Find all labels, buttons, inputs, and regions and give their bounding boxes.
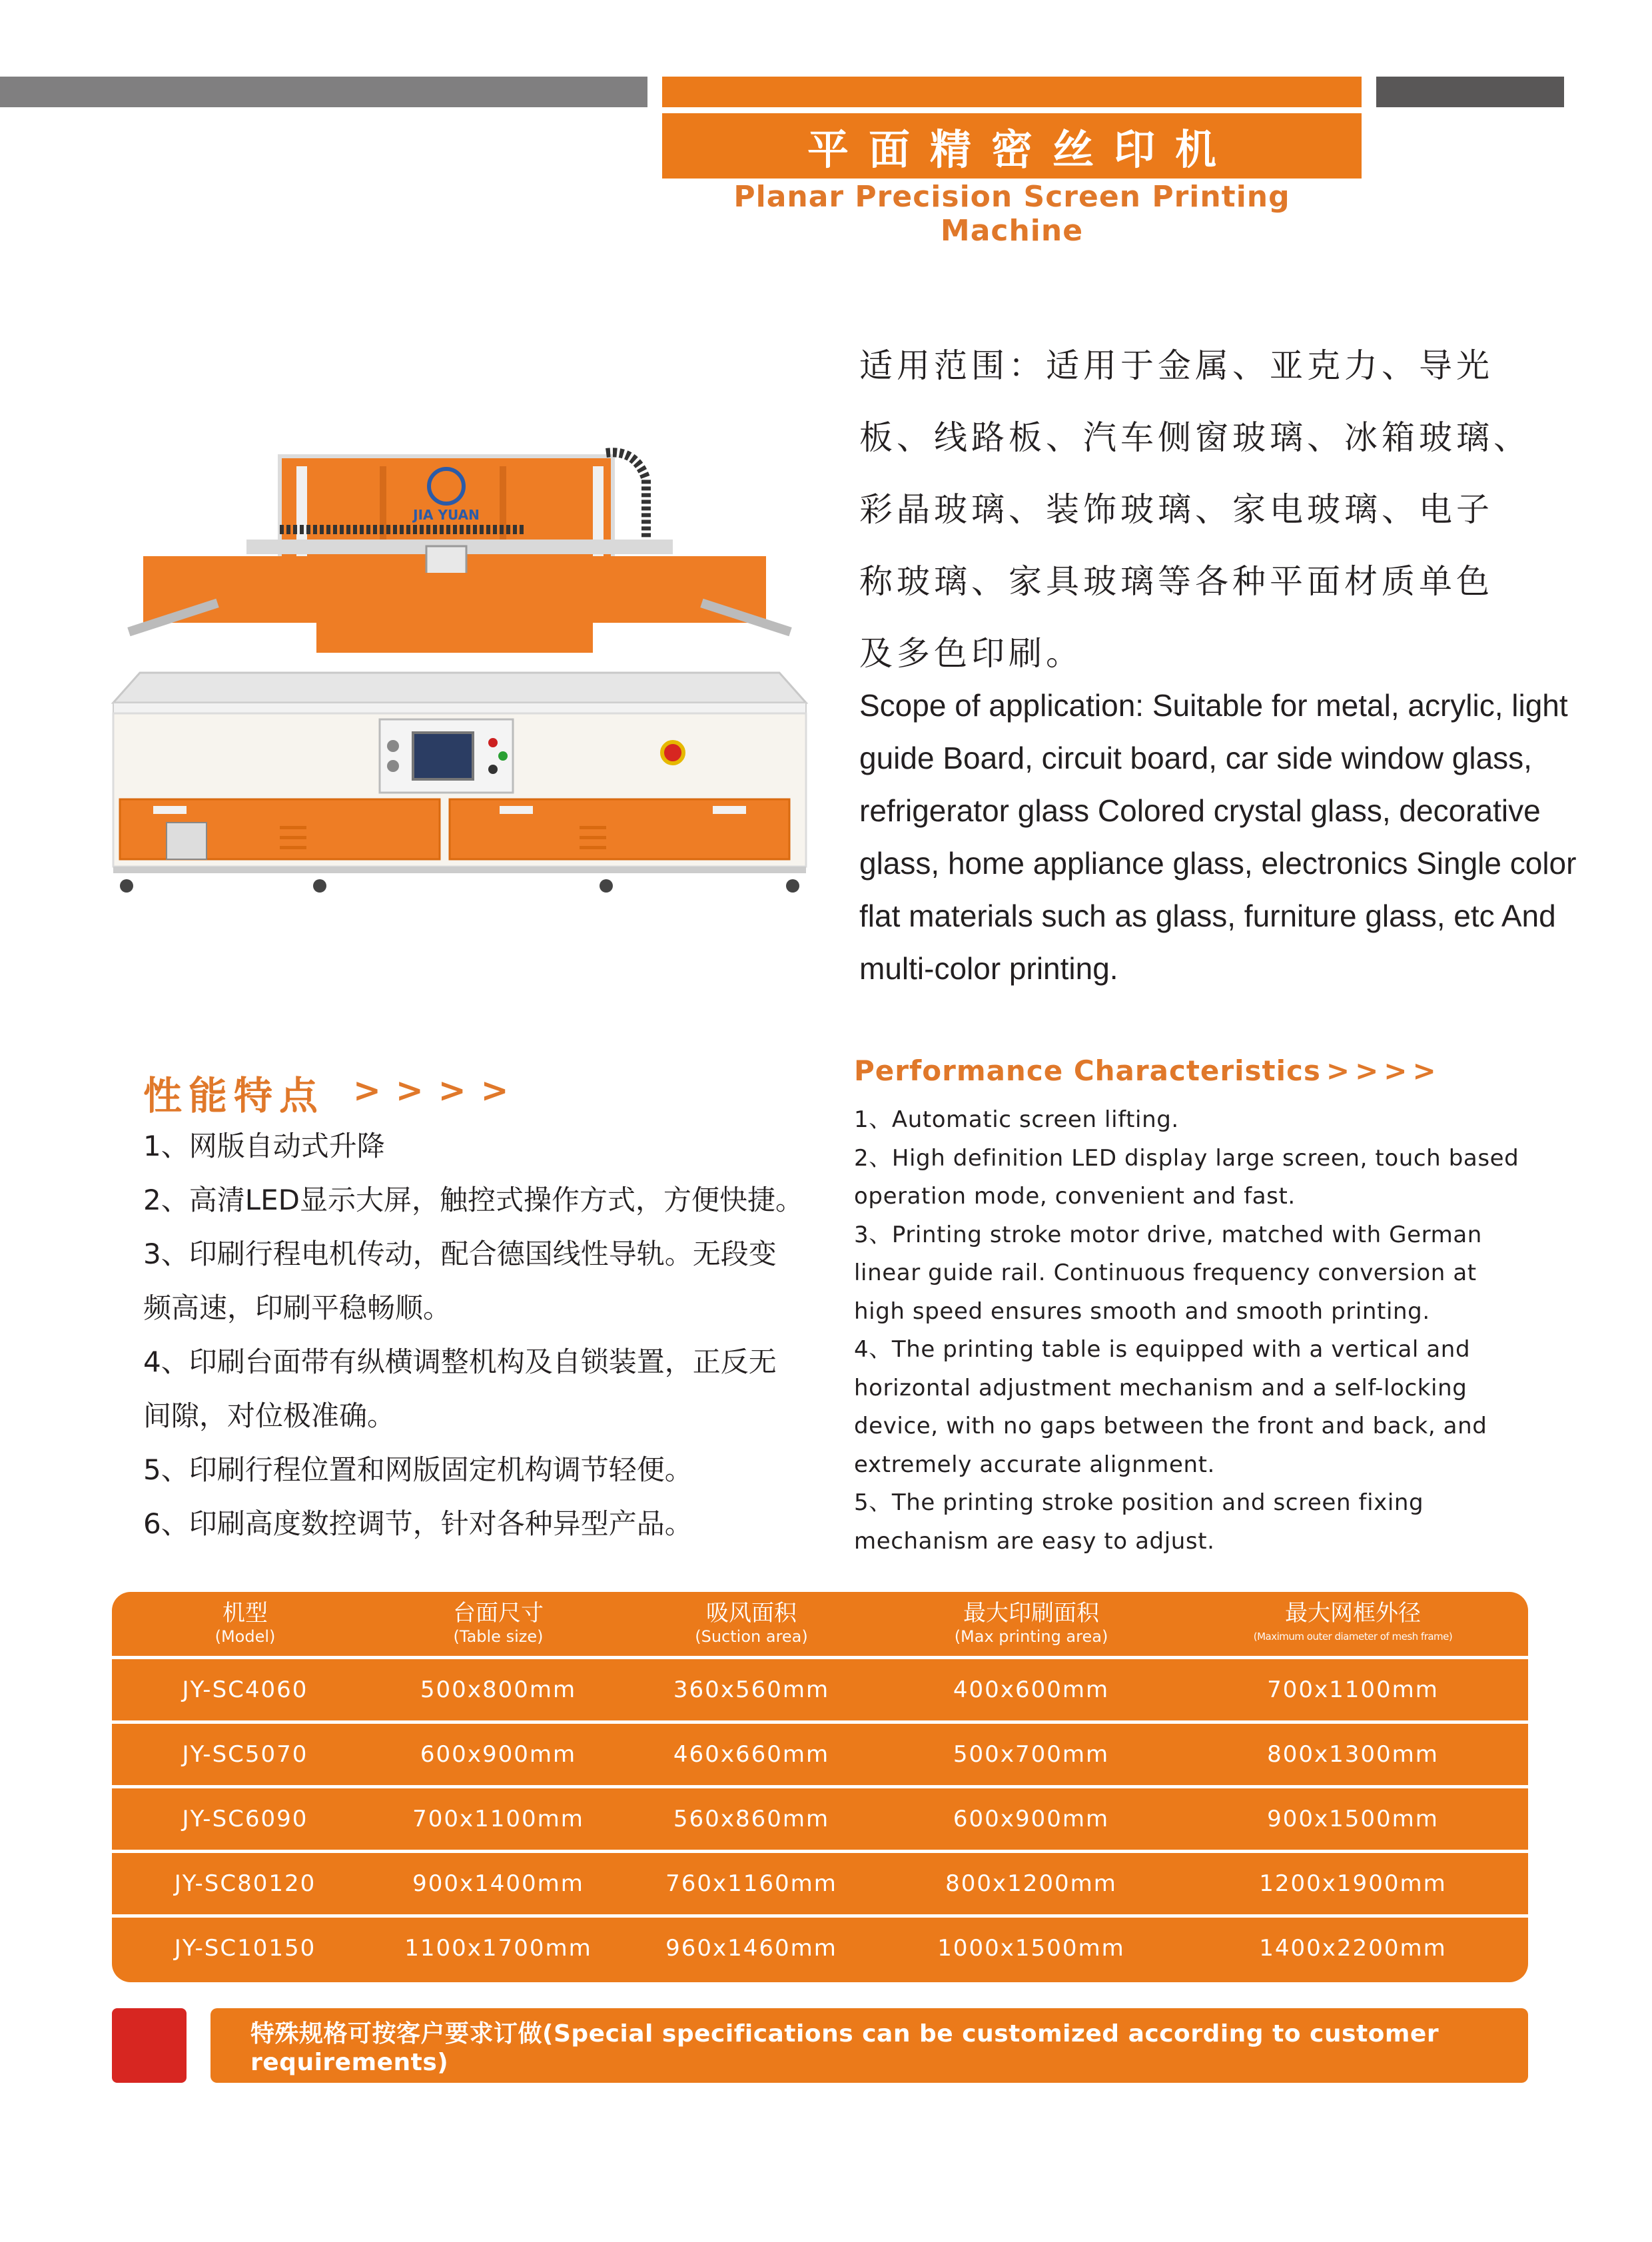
performance-en-title-text: Performance Characteristics	[854, 1054, 1321, 1087]
page-title-cn: 平面精密丝印机	[807, 125, 1236, 174]
performance-cn-arrows: >>>>	[353, 1071, 524, 1110]
scope-cn	[859, 330, 1592, 689]
cell-max-printing-area: 500x700mm	[953, 1741, 1110, 1768]
cell-model: JY-SC6090	[182, 1806, 308, 1832]
list-item: horizontal adjustment mechanism and a self-locking	[854, 1374, 1467, 1401]
table-row	[112, 1788, 1528, 1850]
header-suction-area	[618, 1600, 885, 1647]
list-item: high speed ensures smooth and smooth printing.	[854, 1298, 1430, 1325]
list-item: 间隙，对位极准确。	[143, 1399, 396, 1432]
list-item: 频高速，印刷平稳畅顺。	[143, 1292, 452, 1324]
table-row	[112, 1724, 1528, 1785]
list-item: 4、印刷台面带有纵横调整机构及自锁装置，正反无	[143, 1345, 777, 1378]
scope-cn-line: 彩晶玻璃、装饰玻璃、家电玻璃、电子	[859, 490, 1493, 529]
scope-en	[859, 679, 1599, 995]
list-item: 6、印刷高度数控调节，针对各种异型产品。	[143, 1507, 693, 1540]
scope-cn-line: 板、线路板、汽车侧窗玻璃、冰箱玻璃、	[859, 418, 1531, 457]
header-cn: 最大印刷面积	[963, 1600, 1099, 1627]
cell-table-size: 500x800mm	[420, 1677, 577, 1703]
scope-en-line: refrigerator glass Colored crystal glass, decorative	[859, 793, 1541, 828]
header-max-frame-diameter	[1178, 1600, 1528, 1647]
cell-suction-area: 960x1460mm	[665, 1935, 837, 1962]
header-model	[112, 1600, 378, 1647]
scope-cn-line: 及多色印刷。	[859, 634, 1083, 673]
cell-max-printing-area: 1000x1500mm	[937, 1935, 1125, 1962]
scope-en-line: Scope of application: Suitable for metal, acrylic, light	[859, 688, 1568, 723]
cell-model: JY-SC80120	[174, 1870, 316, 1897]
scope-en-line: multi-color printing.	[859, 951, 1118, 986]
title-banner	[662, 113, 1362, 179]
cell-suction-area: 360x560mm	[673, 1677, 830, 1703]
list-item: 5、印刷行程位置和网版固定机构调节轻便。	[143, 1453, 693, 1486]
list-item: linear guide rail. Continuous frequency conversion at	[854, 1260, 1477, 1286]
header-max-printing-area	[885, 1600, 1178, 1647]
header-cn: 台面尺寸	[453, 1600, 544, 1627]
header-bar-right	[1376, 77, 1564, 107]
performance-cn-title: 性能特点	[143, 1073, 325, 1118]
header-bar-left	[0, 77, 647, 107]
scope-en-line: guide Board, circuit board, car side window glass,	[859, 741, 1532, 775]
machine-illustration	[100, 440, 819, 959]
list-item: mechanism are easy to adjust.	[854, 1527, 1215, 1555]
table-row	[112, 1918, 1528, 1979]
scope-en-line: flat materials such as glass, furniture glass, etc And	[859, 899, 1556, 933]
brand-logo-text: JIA YUAN	[413, 507, 480, 523]
performance-cn-list	[143, 1119, 809, 1551]
cell-max-printing-area: 600x900mm	[953, 1806, 1110, 1832]
cell-max-printing-area: 400x600mm	[953, 1677, 1110, 1703]
list-item: 1、网版自动式升降	[143, 1130, 385, 1162]
footer-note-bar	[210, 2008, 1528, 2083]
header-en: (Max printing area)	[954, 1627, 1108, 1646]
list-item: extremely accurate alignment.	[854, 1451, 1215, 1478]
scope-cn-line: 称玻璃、家具玻璃等各种平面材质单色	[859, 562, 1493, 601]
list-item: 5、The printing stroke position and screen fixing	[854, 1489, 1424, 1516]
cell-max-frame: 900x1500mm	[1267, 1806, 1439, 1832]
list-item: 4、The printing table is equipped with a vertical and	[854, 1336, 1471, 1363]
header-cn: 机型	[222, 1600, 268, 1627]
cell-table-size: 600x900mm	[420, 1741, 577, 1768]
header-en: (Suction area)	[695, 1627, 808, 1646]
cell-suction-area: 560x860mm	[673, 1806, 830, 1832]
header-table-size	[378, 1600, 618, 1647]
list-item: 3、Printing stroke motor drive, matched with German	[854, 1221, 1482, 1248]
page-title-en: Planar Precision Screen Printing Machine	[733, 180, 1290, 248]
spec-table	[112, 1592, 1528, 1982]
scope-cn-line: 适用范围：适用于金属、亚克力、导光	[859, 346, 1493, 385]
performance-en-arrows: >>>>	[1326, 1054, 1442, 1087]
cell-max-printing-area: 800x1200mm	[945, 1870, 1117, 1897]
footer-note: 特殊规格可按客户要求订做(Special specifications can be customized according to customer requirements)	[250, 2020, 1440, 2076]
performance-en-list	[854, 1101, 1600, 1561]
table-row	[112, 1853, 1528, 1914]
header-en: (Model)	[214, 1627, 276, 1646]
cell-model: JY-SC10150	[174, 1935, 316, 1962]
footer-red-block	[112, 2008, 187, 2083]
table-header	[112, 1592, 1528, 1656]
cell-model: JY-SC5070	[182, 1741, 308, 1768]
cell-max-frame: 800x1300mm	[1267, 1741, 1439, 1768]
cell-table-size: 700x1100mm	[412, 1806, 584, 1832]
list-item: 2、高清LED显示大屏，触控式操作方式，方便快捷。	[143, 1184, 804, 1216]
cell-suction-area: 760x1160mm	[665, 1870, 837, 1897]
header-cn: 最大网框外径	[1285, 1600, 1421, 1627]
scope-en-line: glass, home appliance glass, electronics Single color	[859, 846, 1577, 881]
header-bar-center	[662, 77, 1362, 107]
list-item: operation mode, convenient and fast.	[854, 1183, 1296, 1210]
header-cn: 吸风面积	[706, 1600, 797, 1627]
list-item: 1、Automatic screen lifting.	[854, 1106, 1179, 1133]
cell-max-frame: 700x1100mm	[1267, 1677, 1439, 1703]
list-item: 2、High definition LED display large screen, touch based	[854, 1144, 1519, 1172]
cell-table-size: 900x1400mm	[412, 1870, 584, 1897]
list-item: 3、印刷行程电机传动，配合德国线性导轨。无段变	[143, 1238, 777, 1270]
header-en: (Table size)	[453, 1627, 544, 1646]
cell-table-size: 1100x1700mm	[404, 1935, 592, 1962]
header-en: (Maximum outer diameter of mesh frame)	[1253, 1631, 1453, 1643]
table-row	[112, 1659, 1528, 1720]
performance-en-title	[854, 1054, 1442, 1087]
cell-max-frame: 1400x2200mm	[1259, 1935, 1447, 1962]
cell-max-frame: 1200x1900mm	[1259, 1870, 1447, 1897]
list-item: device, with no gaps between the front and back, and	[854, 1413, 1487, 1439]
cell-suction-area: 460x660mm	[673, 1741, 830, 1768]
cell-model: JY-SC4060	[182, 1677, 308, 1703]
